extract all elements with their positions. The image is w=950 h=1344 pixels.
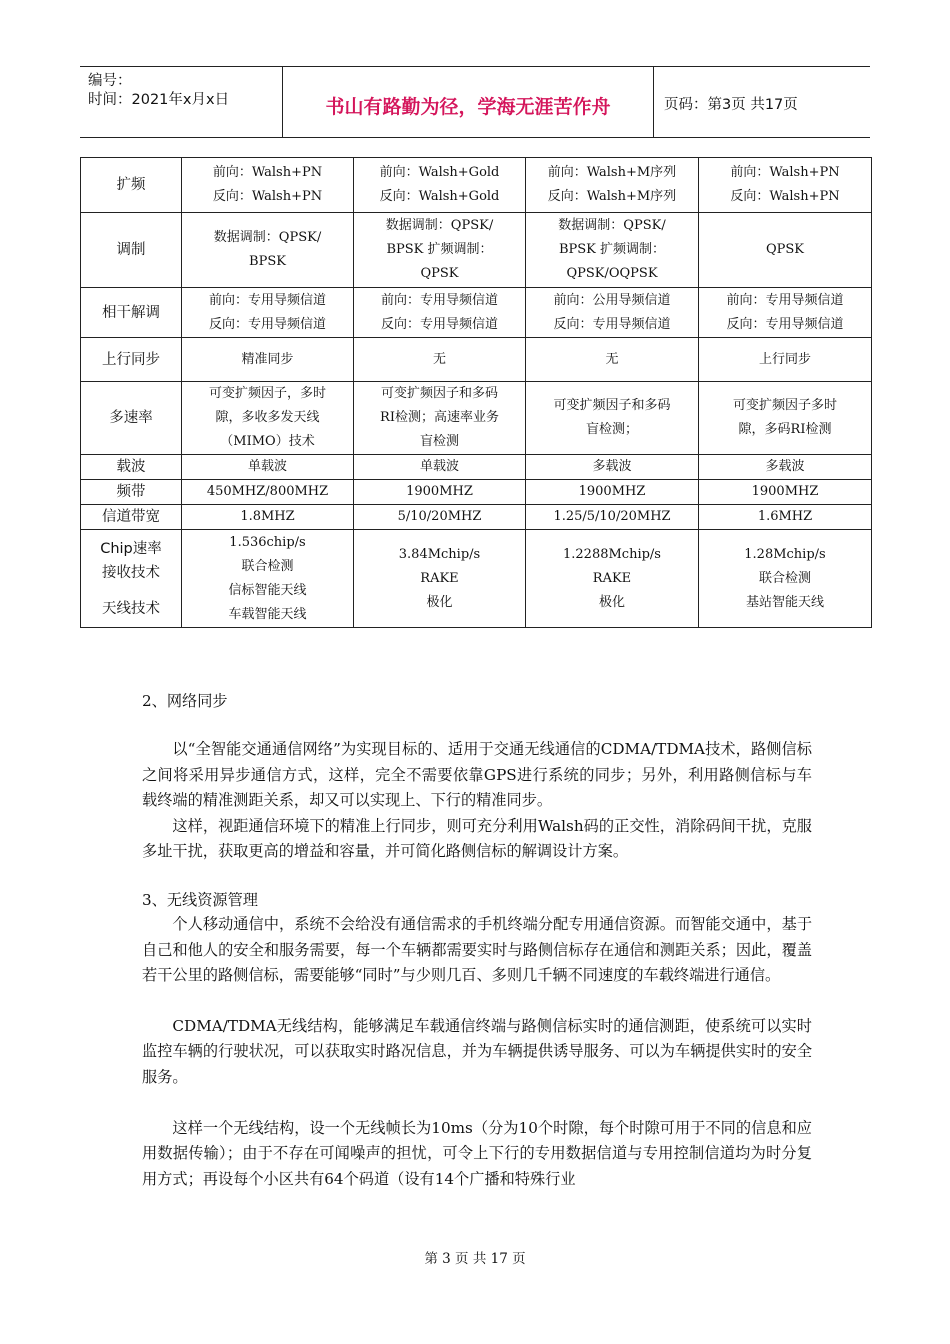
table-cell bbox=[699, 288, 872, 338]
table-cell bbox=[354, 530, 526, 628]
table-cell bbox=[354, 382, 526, 455]
table-cell bbox=[699, 505, 872, 530]
comparison-table bbox=[80, 157, 872, 628]
table-cell bbox=[182, 213, 354, 288]
table-cell bbox=[182, 455, 354, 480]
table-cell-line: 反向：Walsh+PN bbox=[730, 189, 840, 204]
row-label bbox=[81, 288, 182, 338]
row-label bbox=[81, 382, 182, 455]
table-cell-line: 多载波 bbox=[592, 459, 632, 474]
table-cell bbox=[699, 480, 872, 505]
table-cell bbox=[526, 158, 699, 213]
table-cell-line: 极化 bbox=[598, 594, 625, 610]
table-cell bbox=[182, 382, 354, 455]
paragraph: 以“全智能交通通信网络”为实现目标的、适用于交通无线通信的CDMA/TDMA技术，路侧信标之间将采用异步通信方式，这样，完全不需要依靠GPS进行系统的同步；另外，利用路侧信标与车载终端的精准测距关系，却又可以实现上、下行的精准同步。 bbox=[142, 740, 812, 810]
table-cell bbox=[354, 213, 526, 288]
row-label bbox=[81, 530, 182, 628]
table-cell bbox=[354, 505, 526, 530]
table-cell bbox=[354, 455, 526, 480]
table-cell-line: QPSK/OQPSK bbox=[566, 266, 658, 281]
table-cell-line: 1900MHZ bbox=[751, 484, 819, 499]
table-cell-line: 前向：Walsh+M序列 bbox=[547, 165, 677, 180]
table-cell-line: 隙，多码RI检测 bbox=[738, 422, 832, 437]
document-date: 时间：2021年x月x日 bbox=[88, 92, 230, 108]
paragraph: CDMA/TDMA无线结构，能够满足车载通信终端与路侧信标实时的通信测距，使系统可以实时监控车辆的行驶状况，可以获取实时路况信息，并为车辆提供诱导服务、可以为车辆提供实时的安全服务。 bbox=[142, 1016, 812, 1086]
table-cell-line: 1900MHZ bbox=[406, 484, 473, 499]
table-cell-line: 单载波 bbox=[419, 459, 459, 474]
page-header bbox=[80, 66, 870, 138]
table-cell bbox=[699, 455, 872, 480]
table-cell bbox=[182, 505, 354, 530]
table-cell-line: 1900MHZ bbox=[578, 484, 646, 499]
table-cell-line: 1.8MHZ bbox=[240, 509, 295, 524]
row-label bbox=[81, 480, 182, 505]
table-cell-line: 信标智能天线 bbox=[228, 582, 307, 598]
table-cell-line: 反向：Walsh+PN bbox=[212, 189, 323, 204]
section-radio-resource-body bbox=[142, 912, 812, 1192]
table-row bbox=[81, 382, 872, 455]
row-label bbox=[81, 158, 182, 213]
comparison-table-body bbox=[81, 158, 872, 628]
row-label-line: 扩频 bbox=[116, 177, 146, 193]
table-cell-line: 上行同步 bbox=[758, 351, 811, 367]
header-page-number: 页码：第3页 共17页 bbox=[664, 96, 798, 113]
table-cell bbox=[526, 382, 699, 455]
table-cell bbox=[354, 480, 526, 505]
table-cell bbox=[526, 505, 699, 530]
row-label-line: Chip速率 bbox=[100, 540, 162, 557]
row-label-line: 天线技术 bbox=[102, 600, 160, 617]
table-cell bbox=[526, 288, 699, 338]
row-label-line: 多速率 bbox=[109, 410, 153, 426]
table-cell bbox=[526, 530, 699, 628]
table-cell bbox=[354, 338, 526, 382]
row-label bbox=[81, 505, 182, 530]
header-meta bbox=[80, 67, 283, 137]
table-cell-line: 1.2288Mchip/s bbox=[563, 546, 661, 562]
table-row bbox=[81, 505, 872, 530]
table-cell-line: 车载智能天线 bbox=[228, 606, 307, 622]
table-cell-line: 前向：专用导频信道 bbox=[208, 292, 326, 308]
table-cell-line: 前向：专用导频信道 bbox=[726, 292, 844, 308]
table-cell-line: 无 bbox=[432, 351, 446, 367]
table-cell-line: BPSK bbox=[249, 254, 286, 269]
table-cell bbox=[526, 480, 699, 505]
header-motto: 书山有路勤为径，学海无涯苦作舟 bbox=[283, 67, 654, 137]
paragraph: 这样一个无线结构，设一个无线帧长为10ms（分为10个时隙，每个时隙可用于不同的信息和应用数据传输）；由于不存在可闻噪声的担忧，可令上下行的专用数据信道与专用控制信道均为时分复用方式；再设每个小区共有64个码道（设有14个广播和特殊行业 bbox=[142, 1118, 812, 1188]
row-label-line: 调制 bbox=[116, 242, 146, 258]
table-cell bbox=[354, 288, 526, 338]
table-cell bbox=[354, 158, 526, 213]
section-heading-radio-resource: 3、无线资源管理 bbox=[142, 891, 258, 909]
table-cell bbox=[182, 338, 354, 382]
table-cell-line: QPSK bbox=[765, 242, 805, 257]
table-cell-line: 反向：专用导频信道 bbox=[208, 316, 326, 332]
table-cell-line: 盲检测； bbox=[585, 422, 638, 437]
table-cell-line: 3.84Mchip/s bbox=[398, 546, 481, 562]
section-heading-network-sync: 2、网络同步 bbox=[142, 692, 228, 710]
table-cell-line: 前向：专用导频信道 bbox=[380, 292, 498, 308]
table-cell-line: 前向：Walsh+PN bbox=[212, 165, 323, 180]
table-cell-line: 450MHZ/800MHZ bbox=[206, 484, 329, 499]
table-cell-line: 基站智能天线 bbox=[745, 594, 824, 610]
table-cell-line: 数据调制：QPSK/ bbox=[213, 230, 322, 245]
table-cell bbox=[699, 338, 872, 382]
table-cell-line: 1.28Mchip/s bbox=[744, 546, 826, 562]
table-cell-line: QPSK bbox=[420, 266, 459, 281]
table-cell-line: RAKE bbox=[420, 570, 459, 586]
row-label bbox=[81, 213, 182, 288]
table-row bbox=[81, 480, 872, 505]
table-cell bbox=[182, 530, 354, 628]
table-cell-line: 精准同步 bbox=[241, 351, 294, 367]
table-cell-line: 1.25/5/10/20MHZ bbox=[553, 509, 671, 524]
table-cell-line: 单载波 bbox=[247, 459, 287, 474]
table-row bbox=[81, 213, 872, 288]
table-cell-line: 可变扩频因子和多码 bbox=[380, 386, 498, 401]
table-cell-line: 反向：Walsh+M序列 bbox=[547, 189, 677, 204]
table-cell-line: 联合检测 bbox=[758, 570, 811, 586]
paragraph: 个人移动通信中，系统不会给没有通信需求的手机终端分配专用通信资源。而智能交通中，基于自己和他人的安全和服务需要，每一个车辆都需要实时与路侧信标存在通信和测距关系；因此，覆盖若干公里的路侧信标，需要能够“同时”与少则几百、多则几千辆不同速度的车载终端进行通信。 bbox=[142, 915, 812, 985]
table-row bbox=[81, 530, 872, 628]
table-cell bbox=[182, 480, 354, 505]
table-cell bbox=[526, 213, 699, 288]
table-cell-line: 盲检测 bbox=[419, 434, 459, 449]
row-label-line: 接收技术 bbox=[102, 564, 160, 581]
table-cell-line: 前向：Walsh+PN bbox=[730, 165, 840, 180]
table-cell-line: 隙，多收多发天线 bbox=[215, 410, 320, 425]
table-cell-line: 可变扩频因子，多时 bbox=[208, 386, 326, 401]
table-cell-line: 反向：专用导频信道 bbox=[726, 316, 844, 332]
table-cell-line: 反向：专用导频信道 bbox=[553, 316, 671, 332]
row-label-line: 频带 bbox=[116, 484, 146, 500]
table-cell-line: 5/10/20MHZ bbox=[397, 509, 482, 524]
table-cell bbox=[182, 288, 354, 338]
table-cell-line: RI检测；高速率业务 bbox=[380, 410, 499, 425]
table-cell-line: BPSK 扩频调制： bbox=[558, 242, 666, 257]
table-cell-line: 1.536chip/s bbox=[229, 534, 306, 550]
table-cell bbox=[526, 338, 699, 382]
table-cell bbox=[699, 530, 872, 628]
table-cell-line: （MIMO）技术 bbox=[220, 434, 315, 449]
row-label-line: 信道带宽 bbox=[102, 509, 160, 525]
table-cell-line: RAKE bbox=[592, 570, 632, 586]
table-cell-line: 联合检测 bbox=[241, 558, 294, 574]
table-cell-line: 数据调制：QPSK/ bbox=[385, 218, 494, 233]
table-cell bbox=[182, 158, 354, 213]
table-cell-line: 极化 bbox=[426, 594, 453, 610]
table-cell-line: 可变扩频因子多时 bbox=[732, 398, 837, 413]
table-cell-line: 数据调制：QPSK/ bbox=[558, 218, 666, 233]
row-label bbox=[81, 338, 182, 382]
table-cell-line: 反向：专用导频信道 bbox=[380, 316, 498, 332]
row-label bbox=[81, 455, 182, 480]
table-row bbox=[81, 158, 872, 213]
table-cell-line: 1.6MHZ bbox=[757, 509, 813, 524]
table-cell-line: 无 bbox=[605, 351, 619, 367]
page-footer: 第 3 页 共 17 页 bbox=[424, 1251, 526, 1267]
table-row bbox=[81, 455, 872, 480]
table-cell bbox=[699, 382, 872, 455]
table-cell bbox=[526, 455, 699, 480]
table-row bbox=[81, 288, 872, 338]
document-number: 编号： bbox=[88, 73, 132, 89]
row-label-line: 载波 bbox=[116, 459, 146, 475]
table-row bbox=[81, 338, 872, 382]
table-cell-line: 前向：Walsh+Gold bbox=[379, 165, 500, 180]
table-cell-line: 可变扩频因子和多码 bbox=[553, 398, 671, 413]
table-cell bbox=[699, 158, 872, 213]
table-cell-line: 反向：Walsh+Gold bbox=[379, 189, 500, 204]
table-cell-line: 前向：公用导频信道 bbox=[553, 292, 671, 308]
table-cell-line: BPSK 扩频调制： bbox=[386, 242, 493, 257]
paragraph: 这样，视距通信环境下的精准上行同步，则可充分利用Walsh码的正交性，消除码间干扰，克服多址干扰，获取更高的增益和容量，并可简化路侧信标的解调设计方案。 bbox=[142, 816, 812, 861]
row-label-line: 上行同步 bbox=[102, 351, 160, 368]
table-cell-line: 多载波 bbox=[765, 459, 805, 474]
section-network-sync-body bbox=[142, 737, 812, 865]
row-label-line: 相干解调 bbox=[102, 304, 160, 321]
table-cell bbox=[699, 213, 872, 288]
